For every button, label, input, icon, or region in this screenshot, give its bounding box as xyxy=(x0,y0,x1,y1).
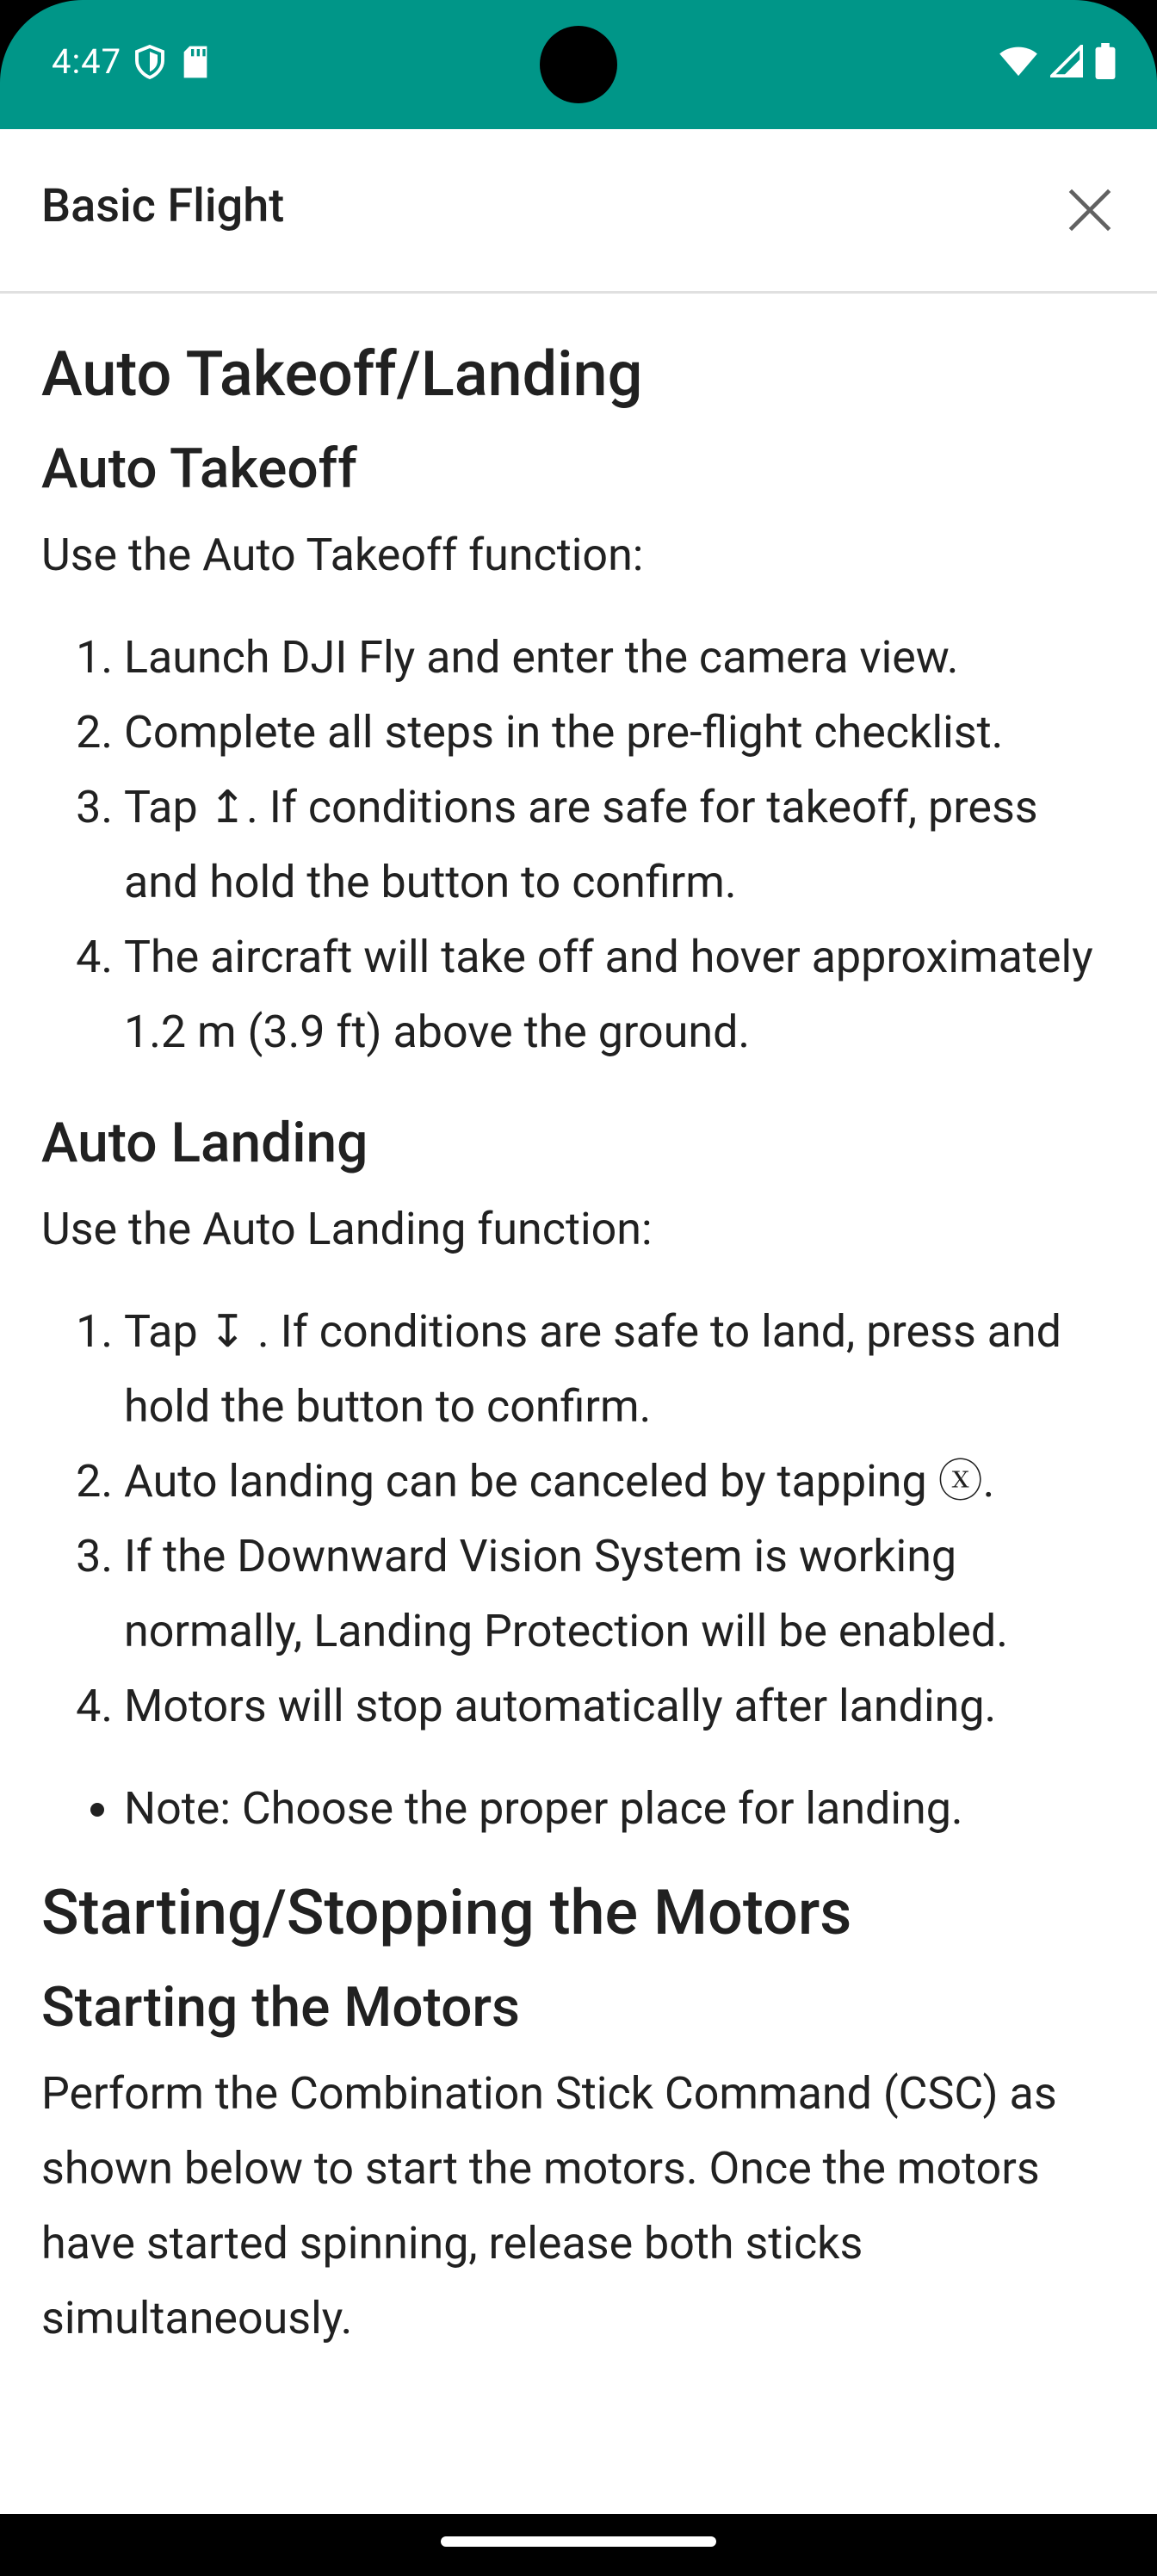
landing-steps-list xyxy=(41,1294,1116,1743)
battery-icon xyxy=(1095,43,1116,83)
list-item: 2. Auto landing can be canceled by tapping ⓧ. xyxy=(124,1444,1116,1519)
bottom-sheet xyxy=(0,129,1157,2514)
landing-intro: Use the Auto Landing function: xyxy=(41,1203,653,1255)
list-item: 3. If the Downward Vision System is working normally, Landing Protection will be enabled. xyxy=(124,1519,1116,1669)
close-button[interactable] xyxy=(1057,177,1123,243)
list-item: 1. Launch DJI Fly and enter the camera view. xyxy=(124,620,1116,695)
heading-starting-stopping-motors: Starting/Stopping the Motors xyxy=(41,1876,852,1949)
heading-starting-motors: Starting the Motors xyxy=(41,1975,520,2040)
status-bar xyxy=(0,0,1157,129)
sheet-title: Basic Flight xyxy=(41,179,285,233)
article-content xyxy=(0,294,1157,2356)
takeoff-steps-list xyxy=(41,620,1116,1069)
status-time: 4:47 xyxy=(52,41,122,82)
heading-auto-landing: Auto Landing xyxy=(41,1111,368,1175)
list-item: 3. Tap ↥. If conditions are safe for takeoff, press and hold the button to confirm. xyxy=(124,770,1116,920)
navigation-bar xyxy=(0,2514,1157,2576)
cell-signal-icon xyxy=(1050,45,1083,81)
sheet-header xyxy=(0,129,1157,294)
motors-paragraph: Perform the Combination Stick Command (CSC) as shown below to start the motors. Once the motors have started spinning, release both sticks simultaneously. xyxy=(41,2067,1057,2344)
vpn-shield-icon xyxy=(134,45,165,83)
wifi-icon xyxy=(999,45,1038,81)
camera-cutout xyxy=(540,26,617,103)
close-icon xyxy=(1066,186,1114,234)
heading-auto-takeoff-landing: Auto Takeoff/Landing xyxy=(41,337,643,411)
landing-note-list xyxy=(41,1771,1116,1846)
list-item: 4. Motors will stop automatically after landing. xyxy=(124,1669,1116,1743)
list-item: 2. Complete all steps in the pre-flight checklist. xyxy=(124,695,1116,770)
sd-card-icon xyxy=(181,45,210,83)
home-gesture-handle[interactable] xyxy=(441,2536,716,2547)
heading-auto-takeoff: Auto Takeoff xyxy=(41,437,357,501)
list-item: 1. Tap ↧ . If conditions are safe to land, press and hold the button to confirm. xyxy=(124,1294,1116,1444)
takeoff-intro: Use the Auto Takeoff function: xyxy=(41,529,644,581)
list-item: 4. The aircraft will take off and hover approximately 1.2 m (3.9 ft) above the ground. xyxy=(124,920,1116,1069)
landing-note: • Note: Choose the proper place for landing. xyxy=(124,1771,1116,1846)
